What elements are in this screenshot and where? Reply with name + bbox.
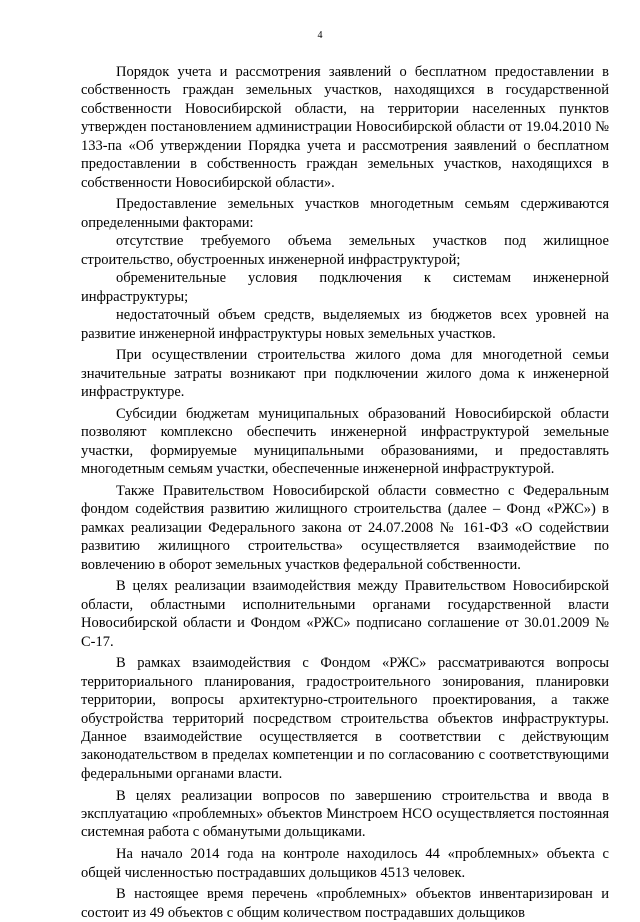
paragraph-connection-costs: При осуществлении строительства жилого дома для многодетной семьи значительные затраты возникают при подключении жилого дома к инженерной инфраструктуре.	[81, 347, 609, 401]
paragraph-factor-funding: недостаточный объем средств, выделяемых из бюджетов всех уровней на развитие инженерной инфраструктуры новых земельных участков.	[81, 307, 609, 342]
paragraph-procedure: Порядок учета и рассмотрения заявлений о бесплатном предоставлении в собственность граждан земельных участков, находящихся в государственной собственности Новосибирской области, на территории населенных пунктов утвержден постановлением администрации Новосибирской области от 19.04.2010 № 133-па «Об утверждении Порядка учета и рассмотрения заявлений о бесплатном предоставлении в собственность граждан земельных участков, находящихся в собственности Новосибирской области».	[81, 64, 609, 191]
paragraph-current-list: В настоящее время перечень «проблемных» объектов инвентаризирован и состоит из 49 объектов с общим количеством пострадавших дольщиков	[81, 886, 609, 921]
paragraph-fund-issues: В рамках взаимодействия с Фондом «РЖС» рассматриваются вопросы территориального планирования, градостроительного зонирования, планировки территории, вопросы архитектурно-строительного проектирования, а также обустройства территорий посредством строительства объектов инфраструктуры. Данное взаимодействие осуществляется в соответствии с действующим законодательством в пределах компетенции и по согласованию с соответствующими федеральными органами власти.	[81, 655, 609, 782]
paragraph-problem-objects: В целях реализации вопросов по завершению строительства и ввода в эксплуатацию «проблемных» объектов Минстроем НСО осуществляется постоянная системная работа с обманутыми дольщиками.	[81, 787, 609, 841]
paragraph-fund-cooperation: Также Правительством Новосибирской области совместно с Федеральным фондом содействия развитию жилищного строительства (далее – Фонд «РЖС») в рамках реализации Федерального закона от 24.07.2008 № 161-ФЗ «О содействии развитию жилищного строительства» осуществляется взаимодействие по вовлечению в оборот земельных участков федеральной собственности.	[81, 482, 609, 573]
page-number: 4	[317, 30, 323, 41]
paragraph-factor-connection: обременительные условия подключения к системам инженерной инфраструктуры;	[81, 270, 609, 305]
paragraph-agreement: В целях реализации взаимодействия между Правительством Новосибирской области, областными исполнительными органами государственной власти Новосибирской области и Фондом «РЖС» подписано соглашение от 30.01.2009 № С-17.	[81, 578, 609, 650]
document-body	[81, 63, 609, 922]
paragraph-factors-intro: Предоставление земельных участков многодетным семьям сдерживаются определенными факторами:	[81, 196, 609, 231]
paragraph-subsidies: Субсидии бюджетам муниципальных образований Новосибирской области позволяют комплексно обеспечить инженерной инфраструктурой земельные участки, формируемые муниципальными образованиями, и предоставлять многодетным семьям участки, обеспеченные инженерной инфраструктурой.	[81, 405, 609, 478]
paragraph-2014-status: На начало 2014 года на контроле находилось 44 «проблемных» объекта с общей численностью пострадавших дольщиков 4513 человек.	[81, 846, 609, 881]
paragraph-factor-land-shortage: отсутствие требуемого объема земельных участков под жилищное строительство, обустроенных инженерной инфраструктурой;	[81, 233, 609, 268]
